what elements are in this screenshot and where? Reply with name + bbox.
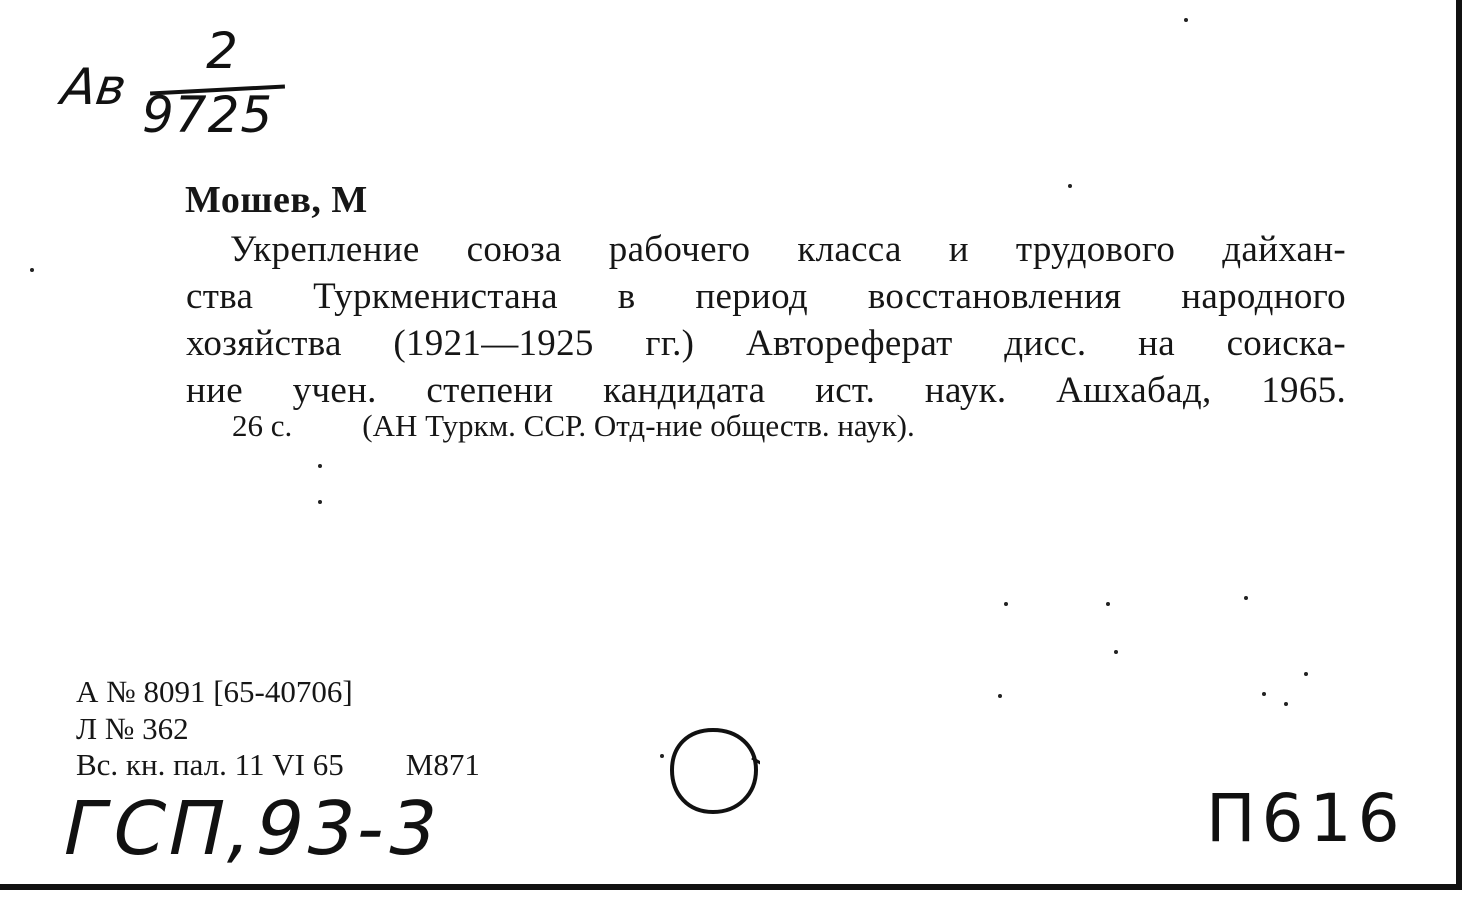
shelfmark-denominator: 9725 <box>142 86 274 144</box>
description-line: ства Туркменистана в период восстановления народного <box>186 276 1346 317</box>
chamber-registration: Вс. кн. пал. 11 VI 65 <box>76 747 344 782</box>
handwritten-code-right: П616 <box>1206 780 1406 857</box>
speck <box>1106 602 1110 606</box>
series-note: (АН Туркм. ССР. Отд-ние обществ. наук). <box>362 408 915 443</box>
accession-line-1: А № 8091 [65-40706] <box>76 674 353 709</box>
print-code: М871 <box>405 747 480 782</box>
speck <box>1304 672 1308 676</box>
speck <box>318 464 322 468</box>
bibliographic-description <box>186 226 1346 414</box>
speck <box>1262 692 1266 696</box>
description-line: хозяйства (1921—1925 гг.) Автореферат дисс. на соиска- <box>186 323 1346 364</box>
page-count: 26 с. <box>232 408 293 443</box>
speck <box>318 500 322 504</box>
speck <box>1114 650 1118 654</box>
speck <box>1284 702 1288 706</box>
punched-circle-mark <box>666 724 760 818</box>
handwritten-code-left: ГСП,93-3 <box>54 786 450 872</box>
speck <box>660 754 664 758</box>
shelfmark-numerator: 2 <box>206 22 238 80</box>
shelfmark-prefix: Ав <box>57 58 130 116</box>
description-line: ние учен. степени кандидата ист. наук. Ашхабад, 1965. <box>186 370 1346 411</box>
collation-line <box>232 408 915 444</box>
accession-line-3 <box>76 747 480 783</box>
speck <box>1068 184 1072 188</box>
author-heading: Мошев, М <box>185 179 368 221</box>
accession-line-2: Л № 362 <box>76 711 189 746</box>
speck <box>1184 18 1188 22</box>
speck <box>1004 602 1008 606</box>
speck <box>1244 596 1248 600</box>
description-line: Укрепление союза рабочего класса и трудового дайхан- <box>230 229 1346 270</box>
speck <box>998 694 1002 698</box>
speck <box>30 268 34 272</box>
